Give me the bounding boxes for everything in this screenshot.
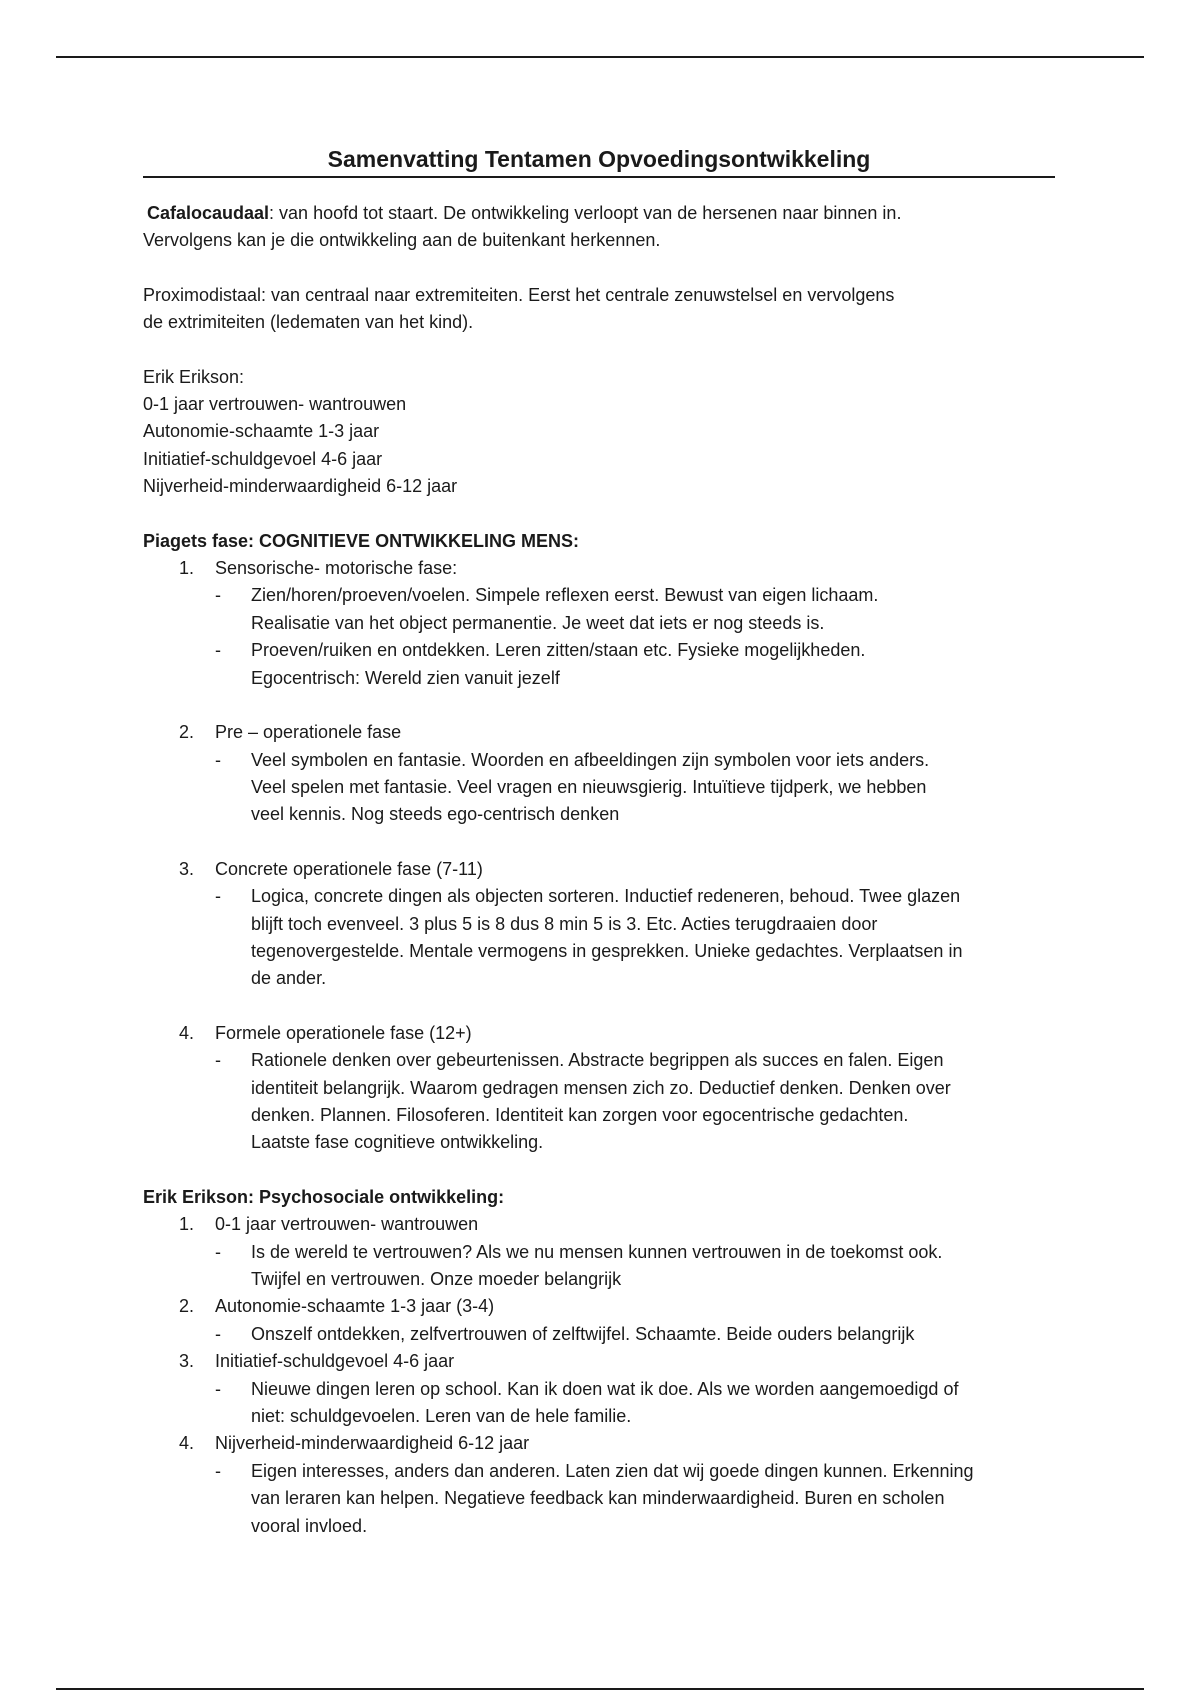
piaget-phase-3: 3. Concrete operationele fase (7-11) - Logica, concrete dingen als objecten sorteren. Inductief redeneren, behoud. Twee glazen blijft toch evenveel. 3 plus 5 is 8 dus 8 min 5 is 3. Etc. Acties terugdraaien door tegenovergestelde. Mentale vermogens in gesprekken. Unieke gedachtes. Verplaatsen in de ander. xyxy=(143,856,1055,1020)
list-item: - Logica, concrete dingen als objecten sorteren. Inductief redeneren, behoud. Twee glazen blijft toch evenveel. 3 plus 5 is 8 dus 8 min 5 is 3. Etc. Acties terugdraaien door tegenovergestelde. Mentale vermogens in gesprekken. Unieke gedachtes. Verplaatsen in de ander. xyxy=(215,886,963,989)
psychosocial-phase-3: 3. Initiatief-schuldgevoel 4-6 jaar - Nieuwe dingen leren op school. Kan ik doen wat ik doe. Als we worden aangemoedigd of niet: schuldgevoelen. Leren van de hele familie. xyxy=(143,1348,1055,1430)
proximodistaal-paragraph: Proximodistaal: van centraal naar extremiteiten. Eerst het centrale zenuwstelsel en vervolgens de extrimiteiten (ledematen van het kind). xyxy=(143,284,895,333)
psychosocial-section xyxy=(143,1184,1055,1540)
phase-title: Autonomie-schaamte 1-3 jaar (3-4) xyxy=(215,1296,495,1317)
psychosocial-phase-1: 1. 0-1 jaar vertrouwen- wantrouwen - Is de wereld te vertrouwen? Als we nu mensen kunnen vertrouwen in de toekomst ook. Twijfel en vertrouwen. Onze moeder belangrijk xyxy=(143,1211,1055,1293)
list-item: - Rationele denken over gebeurtenissen. Abstracte begrippen als succes en falen. Eigen identiteit belangrijk. Waarom gedragen mensen zich zo. Deductief denken. Denken over denken. Plannen. Filosoferen. Identiteit kan zorgen voor egocentrische gedachten. Laatste fase cognitieve ontwikkeling. xyxy=(215,1050,951,1153)
document-page xyxy=(143,144,1055,1540)
cafalocaudaal-paragraph: Cafalocaudaal: van hoofd tot staart. De ontwikkeling verloopt van de hersenen naar binnen in. Vervolgens kan je die ontwikkeling aan de buitenkant herkennen. xyxy=(143,203,902,251)
phase-title: Nijverheid-minderwaardigheid 6-12 jaar xyxy=(215,1433,530,1454)
phase-title: Initiatief-schuldgevoel 4-6 jaar xyxy=(215,1351,455,1372)
list-item: - Nieuwe dingen leren op school. Kan ik doen wat ik doe. Als we worden aangemoedigd of niet: schuldgevoelen. Leren van de hele familie. xyxy=(215,1378,959,1427)
erikson-summary xyxy=(143,364,1055,501)
piaget-heading: Piagets fase: COGNITIEVE ONTWIKKELING MENS: xyxy=(143,530,580,551)
term-cafalocaudaal: Cafalocaudaal xyxy=(147,203,270,223)
header-rule xyxy=(56,56,1144,58)
document-title: Samenvatting Tentamen Opvoedingsontwikkeling xyxy=(143,144,1055,178)
list-item: - Veel symbolen en fantasie. Woorden en afbeeldingen zijn symbolen voor iets anders. Veel spelen met fantasie. Veel vragen en nieuwsgierig. Intuïtieve tijdperk, we hebben veel kennis. Nog steeds ego-centrisch denken xyxy=(215,749,930,825)
list-item: Autonomie-schaamte 1-3 jaar xyxy=(143,421,380,442)
piaget-section xyxy=(143,528,1055,1157)
list-item: Initiatief-schuldgevoel 4-6 jaar xyxy=(143,448,383,469)
list-item: - Onszelf ontdekken, zelfvertrouwen of zelftwijfel. Schaamte. Beide ouders belangrijk xyxy=(215,1323,915,1344)
phase-title: Sensorische- motorische fase: xyxy=(215,558,458,579)
list-item: - Zien/horen/proeven/voelen. Simpele reflexen eerst. Bewust van eigen lichaam. Realisatie van het object permanentie. Je weet dat iets er nog steeds is. xyxy=(215,585,879,633)
psychosocial-phase-4: 4. Nijverheid-minderwaardigheid 6-12 jaar - Eigen interesses, anders dan anderen. Laten zien dat wij goede dingen kunnen. Erkenning van leraren kan helpen. Negatieve feedback kan minderwaardigheid. Buren en scholen vooral invloed. xyxy=(143,1430,1055,1540)
psychosocial-phase-2: 2. Autonomie-schaamte 1-3 jaar (3-4) - Onszelf ontdekken, zelfvertrouwen of zelftwijfel. Schaamte. Beide ouders belangrijk xyxy=(143,1293,1055,1348)
footer-rule xyxy=(56,1688,1144,1690)
list-item: - Proeven/ruiken en ontdekken. Leren zitten/staan etc. Fysieke mogelijkheden. Egocentrisch: Wereld zien vanuit jezelf xyxy=(215,640,866,688)
list-item: 0-1 jaar vertrouwen- wantrouwen xyxy=(143,394,407,415)
psychosocial-heading: Erik Erikson: Psychosociale ontwikkeling: xyxy=(143,1186,505,1207)
piaget-phase-2: 2. Pre – operationele fase - Veel symbolen en fantasie. Woorden en afbeeldingen zijn symbolen voor iets anders. Veel spelen met fantasie. Veel vragen en nieuwsgierig. Intuïtieve tijdperk, we hebben veel kennis. Nog steeds ego-centrisch denken xyxy=(143,719,1055,856)
piaget-phase-4: 4. Formele operationele fase (12+) - Rationele denken over gebeurtenissen. Abstracte begrippen als succes en falen. Eigen identiteit belangrijk. Waarom gedragen mensen zich zo. Deductief denken. Denken over denken. Plannen. Filosoferen. Identiteit kan zorgen voor egocentrische gedachten. Laatste fase cognitieve ontwikkeling. xyxy=(143,1020,1055,1157)
phase-title: Formele operationele fase (12+) xyxy=(215,1022,472,1043)
list-item: - Eigen interesses, anders dan anderen. Laten zien dat wij goede dingen kunnen. Erkenning van leraren kan helpen. Negatieve feedback kan minderwaardigheid. Buren en scholen vooral invloed. xyxy=(215,1460,974,1536)
phase-title: 0-1 jaar vertrouwen- wantrouwen xyxy=(215,1214,479,1235)
list-item: - Is de wereld te vertrouwen? Als we nu mensen kunnen vertrouwen in de toekomst ook. Twijfel en vertrouwen. Onze moeder belangrijk xyxy=(215,1241,943,1289)
list-item: Nijverheid-minderwaardigheid 6-12 jaar xyxy=(143,476,458,497)
erikson-summary-heading: Erik Erikson: xyxy=(143,366,245,387)
phase-title: Concrete operationele fase (7-11) xyxy=(215,858,483,879)
phase-title: Pre – operationele fase xyxy=(215,722,402,743)
piaget-phase-1: 1. Sensorische- motorische fase: - Zien/horen/proeven/voelen. Simpele reflexen eerst. Bewust van eigen lichaam. Realisatie van het object permanentie. Je weet dat iets er nog steeds is. - Proeven/ruiken en ontdekken. Leren zitten/staan etc. Fysieke mogelijkheden. Egocentrisch: Wereld zien vanuit jezelf xyxy=(143,555,1055,719)
